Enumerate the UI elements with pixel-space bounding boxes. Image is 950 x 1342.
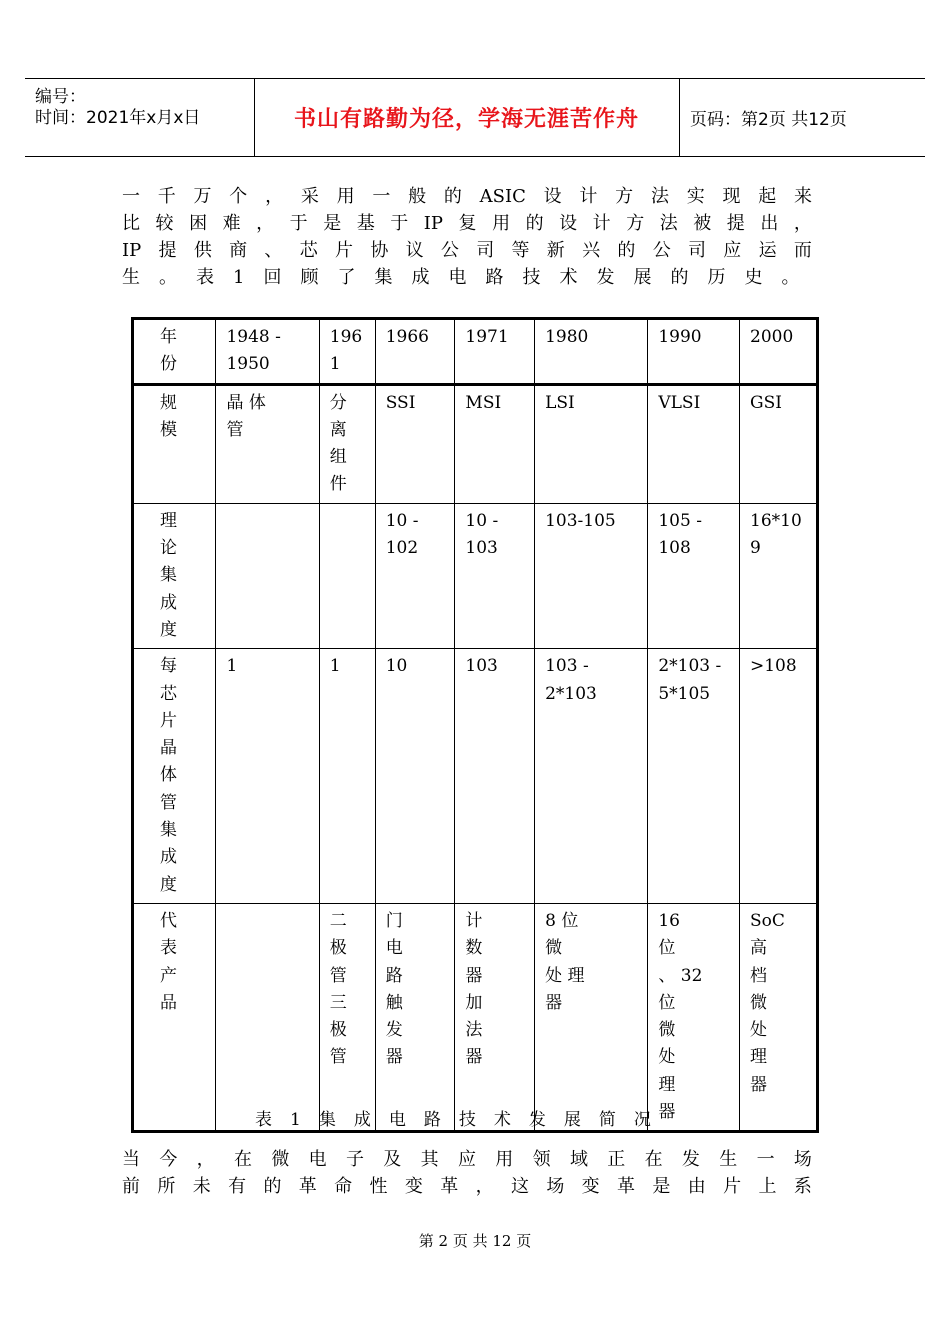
table-cell (216, 503, 319, 648)
table-cell: 1980 (535, 319, 648, 385)
table-cell: SSI (375, 384, 455, 503)
table-cell: 103 - 2*103 (535, 649, 648, 904)
ic-history-table (131, 317, 819, 1133)
table-cell: 16 位 、 32 位 微 处 理 器 (648, 903, 740, 1131)
table-cell: 10 - 102 (375, 503, 455, 648)
table-cell: 二 极 管 三 极 管 (319, 903, 375, 1131)
closing-paragraph (122, 1146, 812, 1200)
table-cell: SoC 高 档 微 处 理 器 (740, 903, 818, 1131)
row-header-cell: 年 份 (133, 319, 216, 385)
table-cell (216, 903, 319, 1131)
document-time-label: 时间：2021年x月x日 (35, 108, 201, 128)
table-cell: 1948 - 1950 (216, 319, 319, 385)
table-cell: VLSI (648, 384, 740, 503)
paragraph-line: IP 提 供 商 、 芯 片 协 议 公 司 等 新 兴 的 公 司 应 运 而 (122, 240, 812, 261)
table-cell: 2*103 - 5*105 (648, 649, 740, 904)
table-cell: LSI (535, 384, 648, 503)
row-header-cell: 代 表 产 品 (133, 903, 216, 1131)
table-cell: 1971 (455, 319, 535, 385)
header-meta (25, 79, 255, 156)
paragraph-line: 比 较 困 难 ， 于 是 基 于 IP 复 用 的 设 计 方 法 被 提 出 ， (122, 213, 812, 234)
table-cell: GSI (740, 384, 818, 503)
table-cell: 10 - 103 (455, 503, 535, 648)
table-cell: 1966 (375, 319, 455, 385)
table-cell: 1 (216, 649, 319, 904)
header-motto: 书山有路勤为径，学海无涯苦作舟 (254, 79, 680, 156)
paragraph-line: 前 所 未 有 的 革 命 性 变 革 ， 这 场 变 革 是 由 片 上 系 (122, 1176, 812, 1197)
row-header-cell: 规 模 (133, 384, 216, 503)
row-header-cell: 每 芯 片 晶 体 管 集 成 度 (133, 649, 216, 904)
table-row (133, 503, 818, 648)
table-cell: 计 数 器 加 法 器 (455, 903, 535, 1131)
table-cell: 1 (319, 649, 375, 904)
table-cell: 门 电 路 触 发 器 (375, 903, 455, 1131)
paragraph-line: 一 千 万 个 ， 采 用 一 般 的 ASIC 设 计 方 法 实 现 起 来 (122, 186, 812, 207)
table-cell: 196 1 (319, 319, 375, 385)
table-cell: 分 离 组 件 (319, 384, 375, 503)
table-cell: 105 - 108 (648, 503, 740, 648)
table-cell: >108 (740, 649, 818, 904)
table-cell: 8 位 微 处 理 器 (535, 903, 648, 1131)
paragraph-line: 当 今 ， 在 微 电 子 及 其 应 用 领 域 正 在 发 生 一 场 (122, 1149, 812, 1170)
table-caption: 表 1 集 成 电 路 技 术 发 展 简 况 (255, 1110, 651, 1130)
table-row (133, 384, 818, 503)
table-cell (319, 503, 375, 648)
table-cell: 16*10 9 (740, 503, 818, 648)
document-number-label: 编号： (35, 87, 86, 107)
table-cell: 晶 体 管 (216, 384, 319, 503)
row-header-cell: 理 论 集 成 度 (133, 503, 216, 648)
table-cell: 1990 (648, 319, 740, 385)
table-row (133, 903, 818, 1131)
table-cell: 103-105 (535, 503, 648, 648)
table-cell: 2000 (740, 319, 818, 385)
page-footer: 第 2 页 共 12 页 (418, 1232, 532, 1250)
table-row (133, 319, 818, 385)
table-cell: 10 (375, 649, 455, 904)
paragraph-line: 生 。 表 1 回 顾 了 集 成 电 路 技 术 发 展 的 历 史 。 (122, 267, 800, 288)
table-row (133, 649, 818, 904)
intro-paragraph (122, 183, 812, 291)
table-cell: MSI (455, 384, 535, 503)
table-cell: 103 (455, 649, 535, 904)
page-header (25, 78, 925, 157)
header-page-number: 页码：第2页 共12页 (690, 110, 847, 130)
